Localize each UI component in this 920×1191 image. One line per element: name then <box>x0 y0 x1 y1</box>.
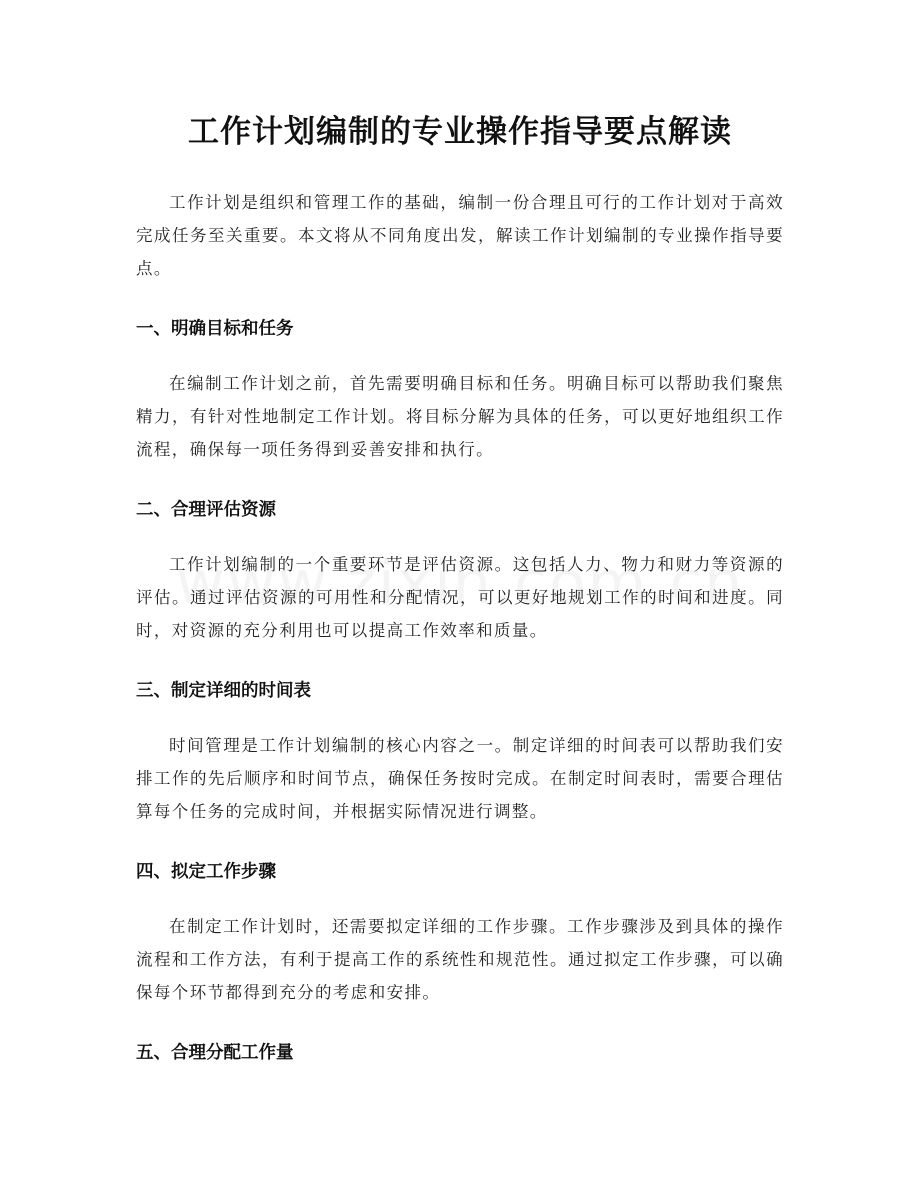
section-body-4: 在制定工作计划时，还需要拟定详细的工作步骤。工作步骤涉及到具体的操作流程和工作方法，有利于提高工作的系统性和规范性。通过拟定工作步骤，可以确保每个环节都得到充分的考虑和安排。 <box>136 917 784 1002</box>
section-body-3: 时间管理是工作计划编制的核心内容之一。制定详细的时间表可以帮助我们安排工作的先后顺序和时间节点，确保任务按时完成。在制定时间表时，需要合理估算每个任务的完成时间，并根据实际情况进行调整。 <box>136 736 784 821</box>
section-body-2: 工作计划编制的一个重要环节是评估资源。这包括人力、物力和财力等资源的评估。通过评估资源的可用性和分配情况，可以更好地规划工作的时间和进度。同时，对资源的充分利用也可以提高工作效率和质量。 <box>136 555 784 640</box>
section-heading-1: 一、明确目标和任务 <box>136 319 294 339</box>
section-heading-3: 三、制定详细的时间表 <box>136 681 311 701</box>
document-title: 工作计划编制的专业操作指导要点解读 <box>188 114 732 150</box>
section-heading-2: 二、合理评估资源 <box>136 500 276 520</box>
section-body-1: 在编制工作计划之前，首先需要明确目标和任务。明确目标可以帮助我们聚焦精力，有针对性地制定工作计划。将目标分解为具体的任务，可以更好地组织工作流程，确保每一项任务得到妥善安排和执行。 <box>136 374 784 459</box>
intro-paragraph: 工作计划是组织和管理工作的基础，编制一份合理且可行的工作计划对于高效完成任务至关重要。本文将从不同角度出发，解读工作计划编制的专业操作指导要点。 <box>136 193 784 278</box>
section-heading-4: 四、拟定工作步骤 <box>136 862 276 882</box>
section-heading-5: 五、合理分配工作量 <box>136 1043 294 1063</box>
